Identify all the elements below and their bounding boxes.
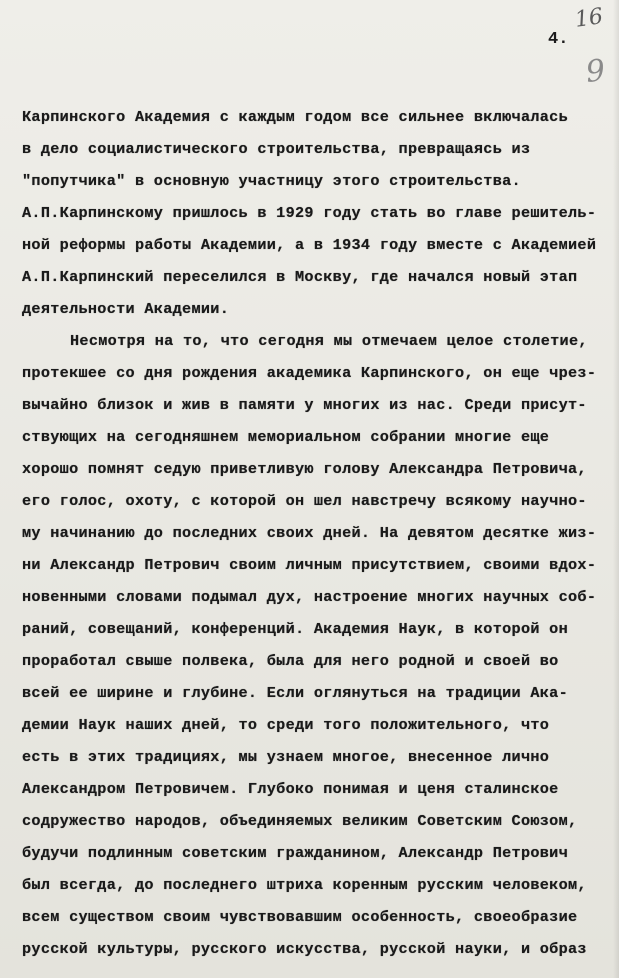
text-line: демии Наук наших дней, то среди того положительного, что <box>22 716 550 734</box>
text-line: будучи подлинным советским гражданином, Александр Петрович <box>22 844 569 862</box>
text-line: ни Александр Петрович своим личным присутствием, своими вдох- <box>22 556 597 574</box>
text-line: му начинанию до последних своих дней. На девятом десятке жиз- <box>22 524 597 542</box>
archive-sheet-mark: 9 <box>584 53 607 90</box>
text-line: есть в этих традициях, мы узнаем многое, внесенное лично <box>22 748 550 766</box>
page-number: 4. <box>548 30 569 49</box>
text-line: А.П.Карпинский переселился в Москву, где начался новый этап <box>22 268 578 286</box>
paragraph-start-line: Несмотря на то, что сегодня мы отмечаем целое столетие, <box>70 332 588 350</box>
text-line: проработал свыше полвека, была для него родной и своей во <box>22 652 559 670</box>
text-line: был всегда, до последнего штриха коренным русским человеком, <box>22 876 587 894</box>
text-line: всей ее ширине и глубине. Если оглянуться на традиции Ака- <box>22 684 569 702</box>
text-line: ствующих на сегодняшнем мемориальном собрании многие еще <box>22 428 550 446</box>
text-line: ной реформы работы Академии, а в 1934 году вместе с Академией <box>22 236 597 254</box>
text-line: новенными словами подымал дух, настроение многих научных соб- <box>22 588 597 606</box>
text-line: содружество народов, объединяемых великим Советским Союзом, <box>22 812 578 830</box>
archive-folio-mark: 16 <box>573 4 605 33</box>
text-line: всем существом своим чувствовавшим особенность, своеобразие <box>22 908 578 926</box>
text-line: хорошо помнят седую приветливую голову Александра Петровича, <box>22 460 587 478</box>
text-line: А.П.Карпинскому пришлось в 1929 году стать во главе решитель- <box>22 204 597 222</box>
text-line: русской культуры, русского искусства, русской науки, и образ <box>22 940 587 958</box>
text-line: раний, совещаний, конференций. Академия Наук, в которой он <box>22 620 569 638</box>
text-line: деятельности Академии. <box>22 300 230 318</box>
text-line: вычайно близок и жив в памяти у многих из нас. Среди присут- <box>22 396 587 414</box>
text-line: "попутчика" в основную участницу этого строительства. <box>22 172 521 190</box>
text-line: его голос, охоту, с которой он шел навстречу всякому научно- <box>22 492 587 510</box>
text-line: Карпинского Академия с каждым годом все сильнее включалась <box>22 108 569 126</box>
text-line: в дело социалистического строительства, превращаясь из <box>22 140 531 158</box>
page-edge-shadow <box>613 0 619 978</box>
text-line: Александром Петровичем. Глубоко понимая и ценя сталинское <box>22 780 559 798</box>
text-line: протекшее со дня рождения академика Карпинского, он еще чрез- <box>22 364 597 382</box>
